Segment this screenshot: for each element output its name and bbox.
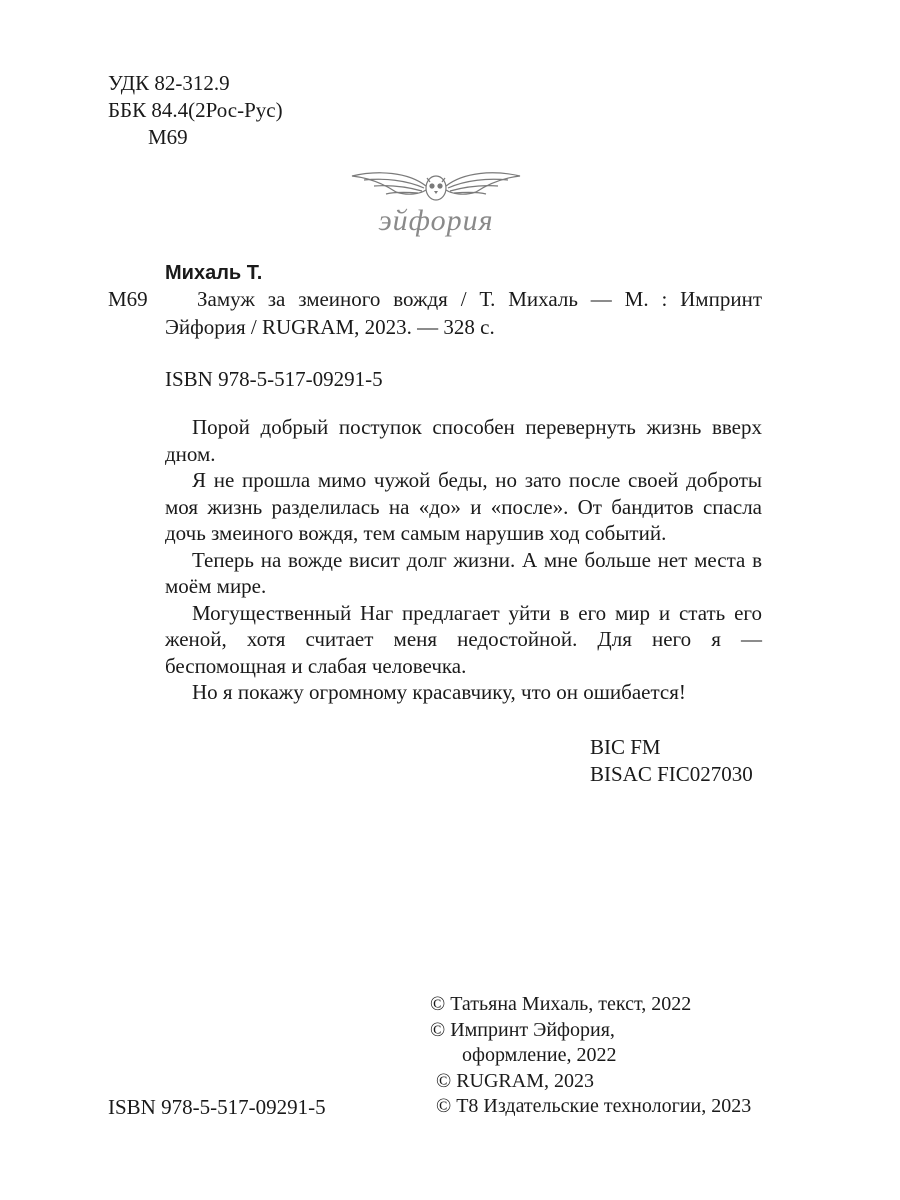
copyright-line: © Т8 Издательские технологии, 2023 [436, 1095, 752, 1117]
isbn-top: ISBN 978-5-517-09291-5 [165, 367, 383, 391]
annotation-paragraph: Порой добрый поступок способен перевернуть жизнь вверх дном. [165, 415, 762, 466]
annotation-paragraph: Теперь на вожде висит долг жизни. А мне больше нет места в моём мире. [165, 547, 762, 598]
copyright-line: © Импринт Эйфория, [430, 1018, 615, 1041]
bibliographic-line-2: Эйфория / RUGRAM, 2023. — 328 с. [165, 315, 495, 339]
publisher-logo [348, 162, 524, 238]
owl-wings-icon [348, 162, 524, 206]
annotation-paragraph: Могущественный Наг предлагает уйти в его мир и стать его женой, хотя считает меня недостойной. Для него я — беспомощная и слабая человечка. [165, 600, 762, 678]
author-name: Михаль Т. [165, 262, 263, 284]
publisher-logo-text: эйфория [378, 204, 494, 237]
annotation-paragraph: Я не прошла мимо чужой беды, но зато после своей доброты моя жизнь разделилась на «до» и «после». От бандитов спасла дочь змеиного вождя, тем самым нарушив ход событий. [165, 468, 762, 545]
udk-code: УДК 82-312.9 [108, 71, 230, 95]
copyright-line: оформление, 2022 [462, 1044, 617, 1066]
author-mark: М69 [148, 125, 188, 149]
bisac-code: BISAC FIC027030 [590, 762, 753, 786]
isbn-bottom: ISBN 978-5-517-09291-5 [108, 1095, 326, 1119]
annotation-paragraph: Но я покажу огромному красавчику, что он ошибается! [192, 680, 686, 704]
bibliographic-line-1: Замуж за змеиного вождя / Т. Михаль — М. : Импринт [197, 287, 762, 311]
copyright-line: © Татьяна Михаль, текст, 2022 [430, 993, 692, 1015]
author-mark-entry: М69 [108, 287, 148, 311]
bic-code: BIC FM [590, 735, 661, 759]
copyright-line: © RUGRAM, 2023 [436, 1069, 594, 1092]
bbk-code: ББК 84.4(2Рос-Рус) [108, 98, 283, 122]
annotation [165, 414, 762, 706]
copyright-block [430, 992, 751, 1120]
